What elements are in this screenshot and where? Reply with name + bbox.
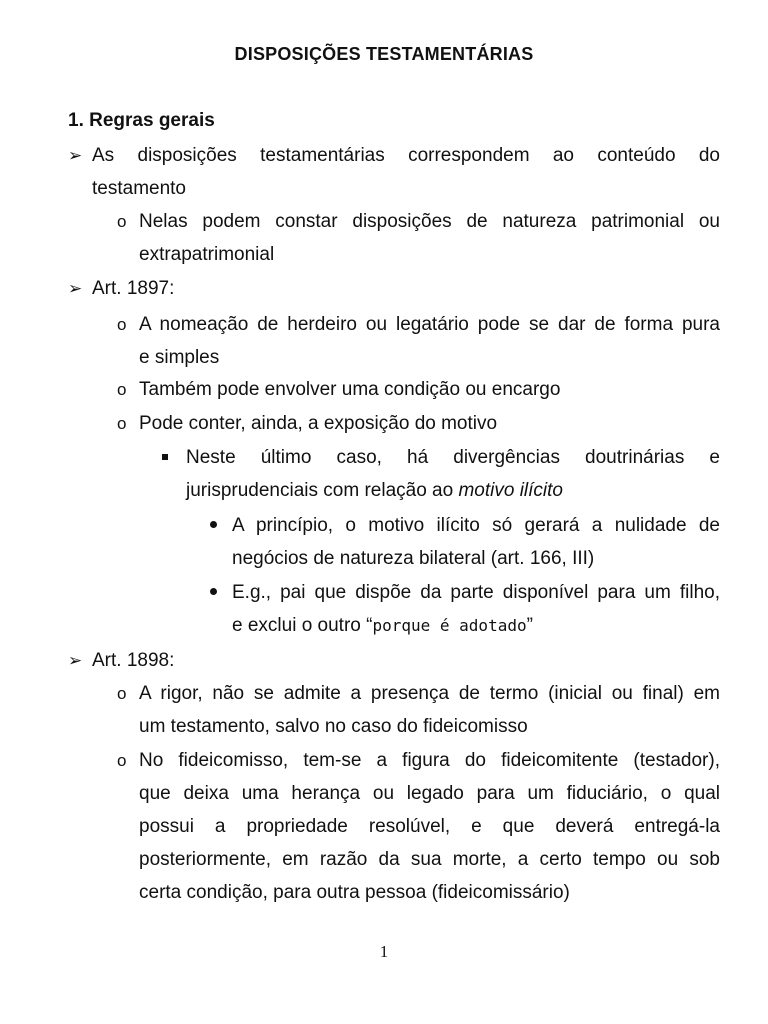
circle-bullet-icon: o: [117, 315, 127, 334]
text-line: As disposições testamentárias correspondem ao conteúdo do: [92, 145, 720, 166]
text-line: Art. 1898:: [92, 650, 175, 671]
text-line: [186, 474, 720, 507]
text-line: testamento: [92, 178, 186, 199]
list-item: [186, 441, 720, 507]
square-bullet-icon: [162, 441, 168, 474]
arrow-bullet-icon: ➢: [68, 651, 83, 670]
text-line: A nomeação de herdeiro ou legatário pode se dar de forma pura: [139, 314, 720, 335]
text-fragment: jurisprudenciais com relação ao: [186, 480, 459, 501]
arrow-bullet-icon: ➢: [68, 146, 83, 165]
text-line: possui a propriedade resolúvel, e que deverá entregá-la: [139, 816, 720, 837]
text-line: Art. 1897:: [92, 278, 175, 299]
text-line: Também pode envolver uma condição ou encargo: [139, 379, 561, 400]
text-line: E.g., pai que dispõe da parte disponível para um filho,: [232, 582, 720, 603]
list-item: [232, 576, 720, 642]
text-line: A princípio, o motivo ilícito só gerará a nulidade de: [232, 515, 720, 536]
list-item: [92, 644, 720, 677]
list-item: [92, 272, 720, 305]
circle-bullet-icon: o: [117, 414, 127, 433]
text-line: Neste último caso, há divergências doutrinárias e: [186, 447, 720, 468]
round-bullet-icon: [210, 509, 217, 542]
text-line: posteriormente, em razão da sua morte, a certo tempo ou sob: [139, 849, 720, 870]
list-item: [139, 373, 720, 406]
text-line: negócios de natureza bilateral (art. 166, III): [232, 548, 595, 569]
round-bullet-icon: [210, 576, 217, 609]
text-fragment: ”: [526, 615, 533, 636]
list-item: [92, 139, 720, 205]
text-line: A rigor, não se admite a presença de termo (inicial ou final) em: [139, 683, 720, 704]
text-line: um testamento, salvo no caso do fideicomisso: [139, 716, 528, 737]
text-fragment: e exclui o outro “: [232, 615, 373, 636]
text-line: que deixa uma herança ou legado para um fiduciário, o qual: [139, 783, 720, 804]
list-item: [232, 509, 720, 575]
list-item: [139, 407, 720, 440]
text-line: certa condição, para outra pessoa (fideicomissário): [139, 882, 570, 903]
text-line: Nelas podem constar disposições de natureza patrimonial ou: [139, 211, 720, 232]
text-line: e simples: [139, 347, 220, 368]
list-item: [139, 205, 720, 271]
circle-bullet-icon: o: [117, 684, 127, 703]
emphasized-text: motivo ilícito: [458, 480, 563, 501]
circle-bullet-icon: o: [117, 751, 127, 770]
text-line: Pode conter, ainda, a exposição do motivo: [139, 413, 498, 434]
list-item: [139, 677, 720, 743]
circle-bullet-icon: o: [117, 380, 127, 399]
page-number: 1: [379, 942, 389, 961]
arrow-bullet-icon: ➢: [68, 279, 83, 298]
list-item: [139, 744, 720, 909]
list-item: [139, 308, 720, 374]
text-line: No fideicomisso, tem-se a figura do fideicomitente (testador),: [139, 750, 720, 771]
quoted-text: porque é adotado: [372, 616, 527, 635]
document-title: DISPOSIÇÕES TESTAMENTÁRIAS: [234, 44, 534, 64]
text-line: extrapatrimonial: [139, 244, 275, 265]
section-heading: 1. Regras gerais: [68, 110, 215, 131]
text-line: [232, 609, 720, 642]
circle-bullet-icon: o: [117, 212, 127, 231]
